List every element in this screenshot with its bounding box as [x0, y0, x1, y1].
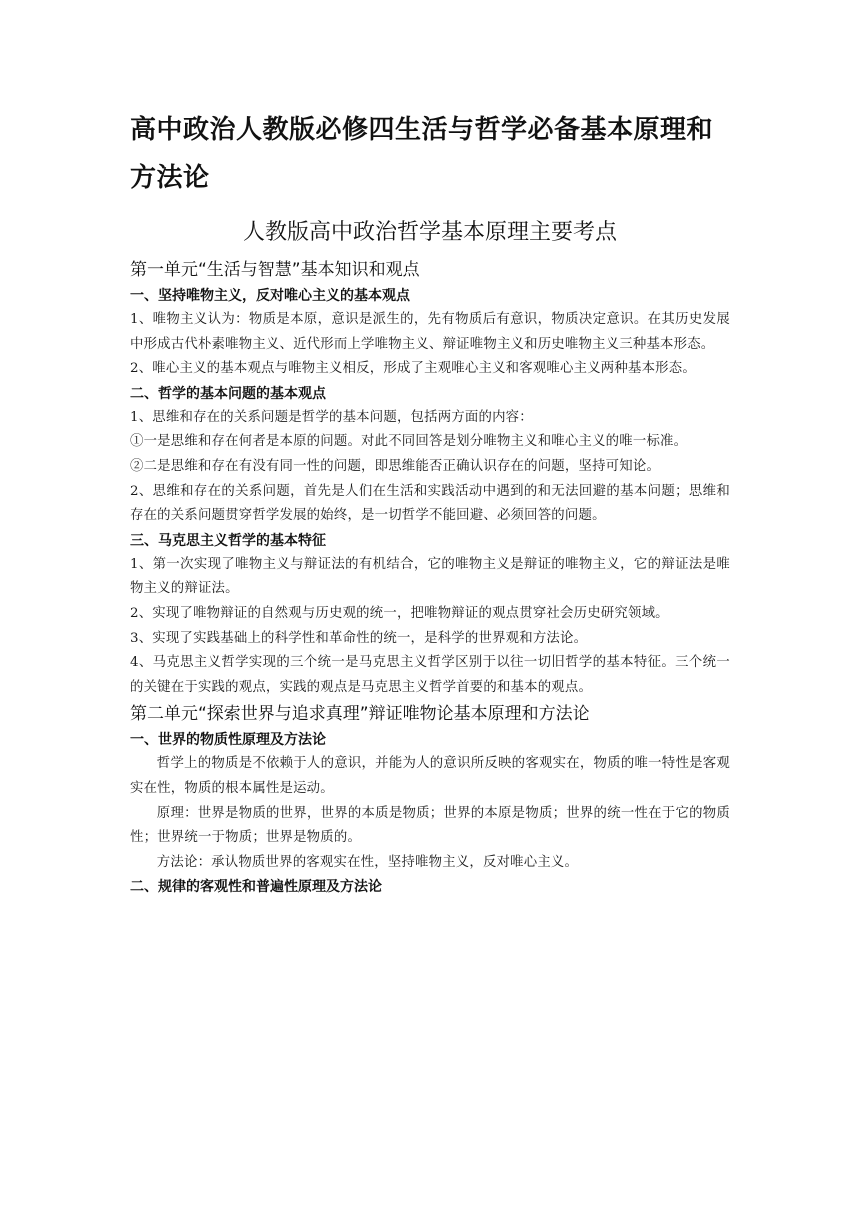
paragraph: 1、第一次实现了唯物主义与辩证法的有机结合，它的唯物主义是辩证的唯物主义，它的辩证法是唯物主义的辩证法。 — [130, 556, 730, 597]
section-2-heading: 二、哲学的基本问题的基本观点 — [130, 385, 326, 402]
section-5-heading: 二、规律的客观性和普遍性原理及方法论 — [130, 879, 382, 896]
paragraph: 原理：世界是物质的世界，世界的本质是物质；世界的本原是物质；世界的统一性在于它的物质性；世界统一于物质；世界是物质的。 — [130, 805, 730, 846]
unit-1-heading: 第一单元“生活与智慧”基本知识和观点 — [130, 260, 420, 280]
paragraph: 1、思维和存在的关系问题是哲学的基本问题，包括两方面的内容： — [130, 409, 533, 425]
paragraph: 1、唯物主义认为：物质是本原，意识是派生的，先有物质后有意识，物质决定意识。在其历史发展中形成古代朴素唯物主义、近代形而上学唯物主义、辩证唯物主义和历史唯物主义三种基本形态。 — [130, 312, 730, 352]
paragraph: 3、实现了实践基础上的科学性和革命性的统一，是科学的世界观和方法论。 — [130, 630, 588, 646]
paragraph: 哲学上的物质是不依赖于人的意识，并能为人的意识所反映的客观实在，物质的唯一特性是客观实在性，物质的根本属性是运动。 — [130, 756, 730, 796]
paragraph: ②二是思维和存在有没有同一性的问题，即思维能否正确认识存在的问题，坚持可知论。 — [130, 458, 661, 474]
paragraph: 2、实现了唯物辩证的自然观与历史观的统一，把唯物辩证的观点贯穿社会历史研究领域。 — [130, 605, 669, 621]
paragraph: 4、马克思主义哲学实现的三个统一是马克思主义哲学区别于以往一切旧哲学的基本特征。三个统一的关键在于实践的观点，实践的观点是马克思主义哲学首要的和基本的观点。 — [130, 655, 730, 695]
document-subtitle: 人教版高中政治哲学基本原理主要考点 — [242, 220, 617, 245]
section-4-heading: 一、世界的物质性原理及方法论 — [130, 732, 326, 749]
document-title: 高中政治人教版必修四生活与哲学必备基本原理和方法论 — [130, 115, 714, 193]
paragraph: 2、思维和存在的关系问题，首先是人们在生活和实践活动中遇到的和无法回避的基本问题；思维和存在的关系问题贯穿哲学发展的始终，是一切哲学不能回避、必须回答的问题。 — [130, 483, 730, 524]
section-1-heading: 一、坚持唯物主义，反对唯心主义的基本观点 — [130, 288, 410, 304]
document-body — [130, 256, 730, 899]
paragraph: ①一是思维和存在何者是本原的问题。对此不同回答是划分唯物主义和唯心主义的唯一标准。 — [130, 434, 688, 450]
paragraph: 方法论：承认物质世界的客观实在性，坚持唯物主义，反对唯心主义。 — [156, 854, 579, 870]
paragraph: 2、唯心主义的基本观点与唯物主义相反，形成了主观唯心主义和客观唯心主义两种基本形态。 — [130, 361, 696, 377]
section-3-heading: 三、马克思主义哲学的基本特征 — [130, 532, 326, 549]
unit-2-heading: 第二单元“探索世界与追求真理”辩证唯物论基本原理和方法论 — [130, 704, 590, 725]
